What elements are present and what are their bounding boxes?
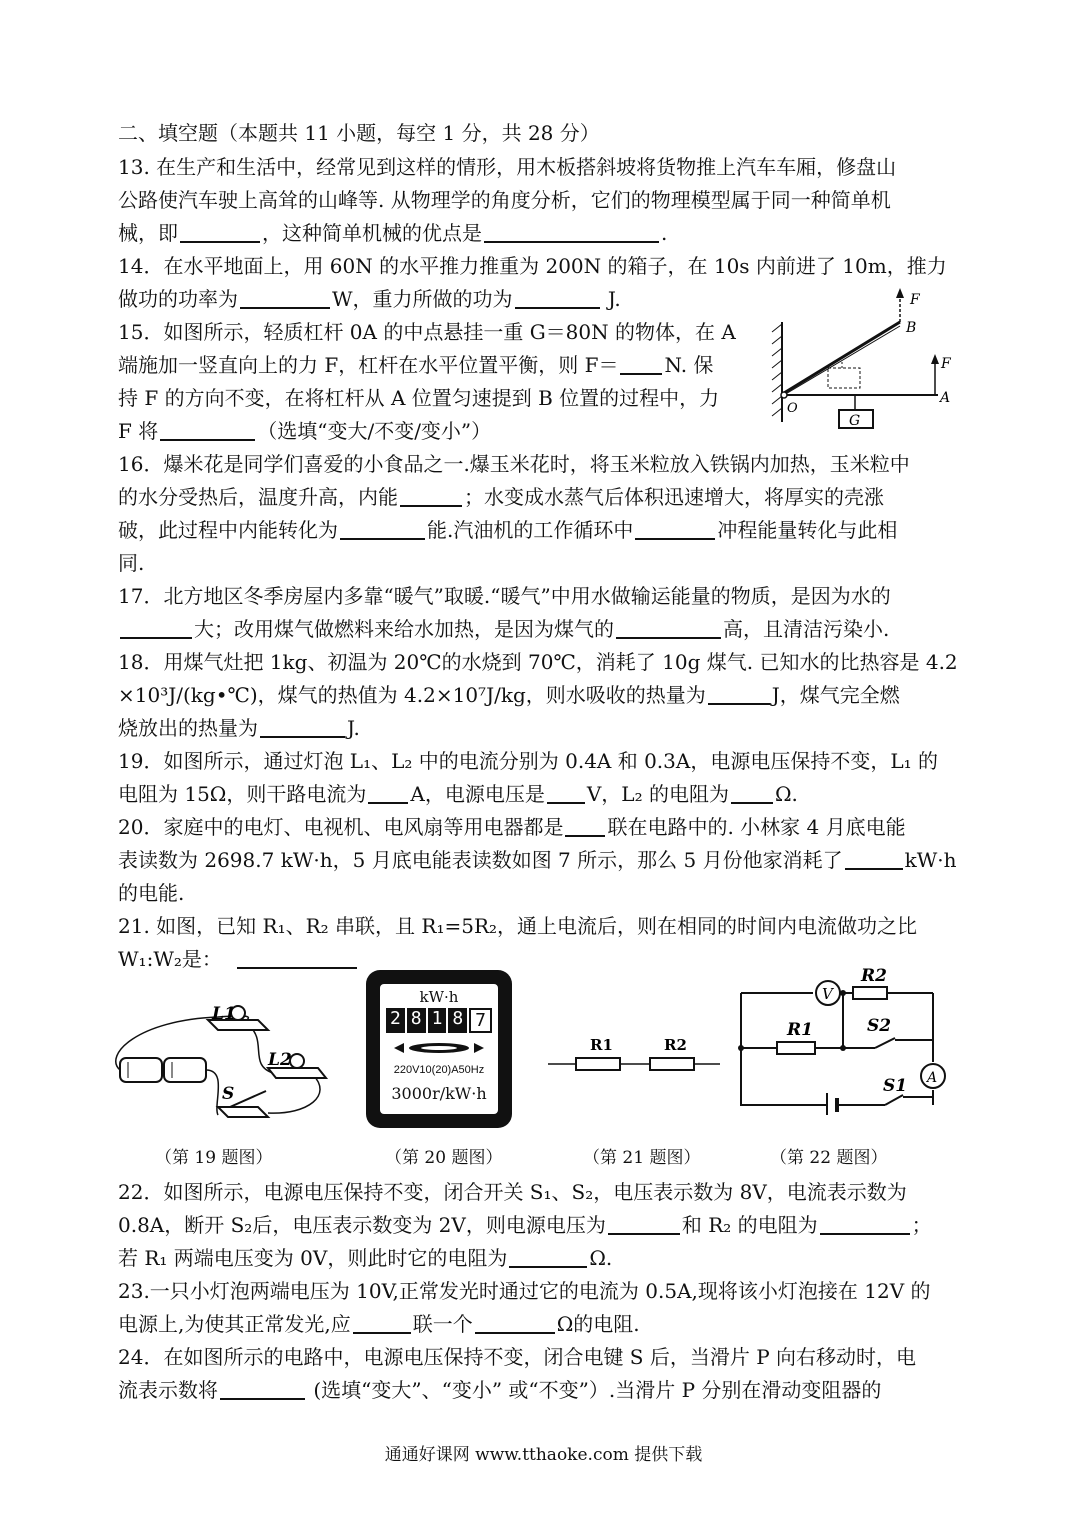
answer-blank[interactable]: [484, 221, 659, 243]
q18-text-a: ×10³J/(kg•℃)，煤气的热值为 4.2×10⁷J/kg，则水吸收的热量为: [118, 683, 706, 707]
q18-line-3: [118, 712, 978, 745]
meter-digits: [386, 1008, 492, 1033]
q16-line-4: 同.: [118, 551, 145, 575]
q22-text-a: 若 R₁ 两端电压变为 0V，则此时它的电阻为: [118, 1246, 508, 1270]
q13-text-c: .: [661, 221, 668, 245]
q18-text-b: J.: [347, 716, 360, 740]
label-R1: R1: [787, 1020, 813, 1040]
q13-text-b: ，这种简单机械的优点是: [262, 221, 482, 245]
figure-caption-19: （第 19 题图）: [155, 1148, 273, 1168]
q15-line-2: [118, 349, 758, 382]
answer-blank[interactable]: [237, 947, 357, 969]
q22-line-1: 22．如图所示，电源电压保持不变，闭合开关 S₁、S₂，电压表示数为 8V，电流表示数为: [118, 1180, 907, 1204]
q15-text-b: N. 保: [664, 353, 714, 377]
answer-blank[interactable]: [515, 287, 600, 309]
answer-blank[interactable]: [509, 1246, 587, 1268]
q22-text-b: Ω.: [589, 1246, 613, 1270]
q20-line-3: 的电能.: [118, 881, 185, 905]
q24-text-b: (选填“变大”、“变小” 或“不变”）.当滑片 P 分别在滑动变阻器的: [313, 1378, 882, 1402]
q17-text-a: 大；改用煤气做燃料来给水加热，是因为煤气的: [194, 617, 614, 641]
label-S1: S1: [883, 1076, 908, 1096]
figure-caption-20: （第 20 题图）: [385, 1148, 503, 1168]
q13-line-2: 公路使汽车驶上高耸的山峰等. 从物理学的角度分析，它们的物理模型属于同一种简单机: [118, 188, 891, 212]
label-R2: R2: [664, 1036, 687, 1054]
section-title: 二、填空题（本题共 11 小题，每空 1 分，共 28 分）: [118, 121, 600, 145]
q23-line-2: [118, 1308, 978, 1341]
q15-line-3: 持 F 的方向不变，在将杠杆从 A 位置匀速提到 B 位置的过程中，力: [118, 386, 720, 410]
answer-blank[interactable]: [820, 1213, 910, 1235]
answer-blank[interactable]: [845, 848, 903, 870]
q16-text-c: 冲程能量转化与此相: [717, 518, 898, 542]
meter-digit: 1: [428, 1008, 447, 1033]
answer-blank[interactable]: [708, 683, 770, 705]
answer-blank[interactable]: [475, 1312, 555, 1334]
label-O: O: [787, 401, 798, 416]
q21-line-1: 21. 如图，已知 R₁、R₂ 串联，且 R₁=5R₂，通上电流后，则在相同的时间内电流做功之比: [118, 914, 918, 938]
q20-text-a: 表读数为 2698.7 kW·h，5 月底电能表读数如图 7 所示，那么 5 月份他家消耗了: [118, 848, 843, 872]
meter-digit: 8: [407, 1008, 426, 1033]
q22-text-a: 0.8A，断开 S₂后，电压表示数变为 2V，则电源电压为: [118, 1213, 606, 1237]
answer-blank[interactable]: [635, 518, 715, 540]
answer-blank[interactable]: [608, 1213, 680, 1235]
q18-line-1: 18．用煤气灶把 1kg、初温为 20℃的水烧到 70℃，消耗了 10g 煤气. 已知水的比热容是 4.2: [118, 650, 958, 674]
q19-line-2: [118, 778, 978, 811]
q20-text-b: kW·h: [904, 848, 957, 872]
q22-text-b: 和 R₂ 的电阻为: [681, 1213, 818, 1237]
q13-text-a: 械，即: [118, 221, 178, 245]
q14-text-a: 做功的功率为: [118, 287, 238, 311]
answer-blank[interactable]: [260, 716, 345, 738]
circuit-figure-19: [108, 995, 338, 1130]
q20-text-b: 联在电路中的. 小林家 4 月底电能: [607, 815, 906, 839]
meter-rate: 3000r/kW·h: [391, 1084, 487, 1103]
answer-blank[interactable]: [160, 419, 255, 441]
q23-line-1: 23.一只小灯泡两端电压为 10V,正常发光时通过它的电流为 0.5A,现将该小灯泡接在 12V 的: [118, 1279, 931, 1303]
q15-text-a: F 将: [118, 419, 159, 443]
q19-text-d: Ω.: [774, 782, 798, 806]
label-R2: R2: [861, 966, 887, 986]
q17-line-2: [118, 613, 978, 646]
q20-text-a: 20．家庭中的电灯、电视机、电风扇等用电器都是: [118, 815, 564, 839]
answer-blank[interactable]: [340, 518, 425, 540]
q17-text-b: 高，且清洁污染小.: [723, 617, 890, 641]
label-L2: L2: [268, 1050, 292, 1070]
meter-digit-decimal: 7: [469, 1008, 492, 1033]
meter-face: [380, 984, 498, 1114]
label-V: V: [822, 985, 833, 1003]
series-resistors-figure: [548, 1030, 723, 1080]
meter-unit: kW·h: [419, 988, 459, 1006]
meter-disc-icon: [394, 1040, 484, 1056]
label-B: B: [906, 320, 917, 336]
label-G: G: [849, 413, 861, 429]
q16-line-3: [118, 514, 978, 547]
q16-text-b: ；水变成水蒸气后体积迅速增大，将厚实的壳涨: [464, 485, 884, 509]
answer-blank[interactable]: [220, 1378, 305, 1400]
q15-line-1: 15．如图所示，轻质杠杆 0A 的中点悬挂一重 G＝80N 的物体，在 A: [118, 320, 736, 344]
answer-blank[interactable]: [353, 1312, 411, 1334]
meter-spec: 220V10(20)A50Hz: [393, 1064, 485, 1076]
q15-text-a: 端施加一竖直向上的力 F，杠杆在水平位置平衡，则 F＝: [118, 353, 619, 377]
q23-text-a: 电源上,为使其正常发光,应: [118, 1312, 351, 1336]
answer-blank[interactable]: [368, 782, 408, 804]
q16-line-1: 16．爆米花是同学们喜爱的小食品之一.爆玉米花时，将玉米粒放入铁锅内加热，玉米粒中: [118, 452, 910, 476]
q16-line-2: [118, 481, 978, 514]
q23-text-b: 联一个: [412, 1312, 473, 1336]
q22-text-c: ；: [911, 1213, 932, 1237]
q18-text-b: J，煤气完全燃: [771, 683, 900, 707]
q19-text-c: V，L₂ 的电阻为: [586, 782, 729, 806]
lever-figure: [760, 282, 960, 432]
label-R1: R1: [590, 1036, 613, 1054]
page-footer: 通通好课网 www.tthaoke.com 提供下载: [384, 1445, 703, 1465]
label-F-right: F: [941, 356, 951, 372]
answer-blank[interactable]: [180, 221, 260, 243]
q16-text-a: 破，此过程中内能转化为: [118, 518, 338, 542]
figure-caption-22: （第 22 题图）: [770, 1148, 888, 1168]
answer-blank[interactable]: [731, 782, 773, 804]
q24-line-1: 24．在如图所示的电路中，电源电压保持不变，闭合电键 S 后，当滑片 P 向右移动时，电: [118, 1345, 917, 1369]
label-A: A: [940, 390, 951, 406]
q17-line-1: 17．北方地区冬季房屋内多靠“暖气”取暖.“暖气”中用水做输运能量的物质，是因为水的: [118, 584, 891, 608]
answer-blank[interactable]: [400, 485, 462, 507]
q24-line-2: [118, 1374, 978, 1407]
q20-line-1: [118, 811, 978, 844]
answer-blank[interactable]: [616, 617, 721, 639]
q15-text-b: （选填“变大/不变/变小”）: [257, 419, 492, 443]
q18-text-a: 烧放出的热量为: [118, 716, 258, 740]
q21-text-a: W₁:W₂是：: [118, 947, 222, 971]
q19-text-a: 电阻为 15Ω，则干路电流为: [118, 782, 367, 806]
q19-text-b: A，电源电压是: [410, 782, 545, 806]
q16-text-a: 的水分受热后，温度升高，内能: [118, 485, 398, 509]
q19-line-1: 19．如图所示，通过灯泡 L₁、L₂ 中的电流分别为 0.4A 和 0.3A，电源电压保持不变，L₁ 的: [118, 749, 938, 773]
q15-line-4: [118, 415, 758, 448]
q22-line-2: [118, 1209, 978, 1242]
answer-blank[interactable]: [620, 353, 662, 375]
electric-meter: [366, 970, 512, 1128]
q14-line-1: 14．在水平地面上，用 60N 的水平推力推重为 200N 的箱子，在 10s 内前进了 10m，推力: [118, 254, 947, 278]
label-L1: L1: [212, 1004, 236, 1024]
answer-blank[interactable]: [547, 782, 585, 804]
label-S2: S2: [867, 1016, 892, 1036]
circuit-figure-22: [735, 965, 950, 1115]
answer-blank[interactable]: [240, 287, 330, 309]
q24-text-a: 流表示数将: [118, 1378, 218, 1402]
meter-digit: 2: [386, 1008, 405, 1033]
q14-text-c: J.: [607, 287, 621, 311]
answer-blank[interactable]: [565, 815, 605, 837]
q16-text-b: 能.汽油机的工作循环中: [427, 518, 634, 542]
q20-line-2: [118, 844, 978, 877]
answer-blank[interactable]: [120, 617, 192, 639]
q23-text-c: Ω的电阻.: [556, 1312, 640, 1336]
q22-line-3: [118, 1242, 978, 1275]
q18-line-2: [118, 679, 978, 712]
label-S: S: [222, 1084, 235, 1104]
q14-text-b: W，重力所做的功为: [332, 287, 513, 311]
meter-digit: 8: [448, 1008, 467, 1033]
q13-line-1: 13. 在生产和生活中，经常见到这样的情形，用木板搭斜坡将货物推上汽车车厢，修盘山: [118, 155, 897, 179]
label-F-top: F: [910, 292, 920, 308]
label-A: A: [927, 1070, 938, 1086]
figure-caption-21: （第 21 题图）: [583, 1148, 701, 1168]
q13-line-3: [118, 217, 978, 250]
